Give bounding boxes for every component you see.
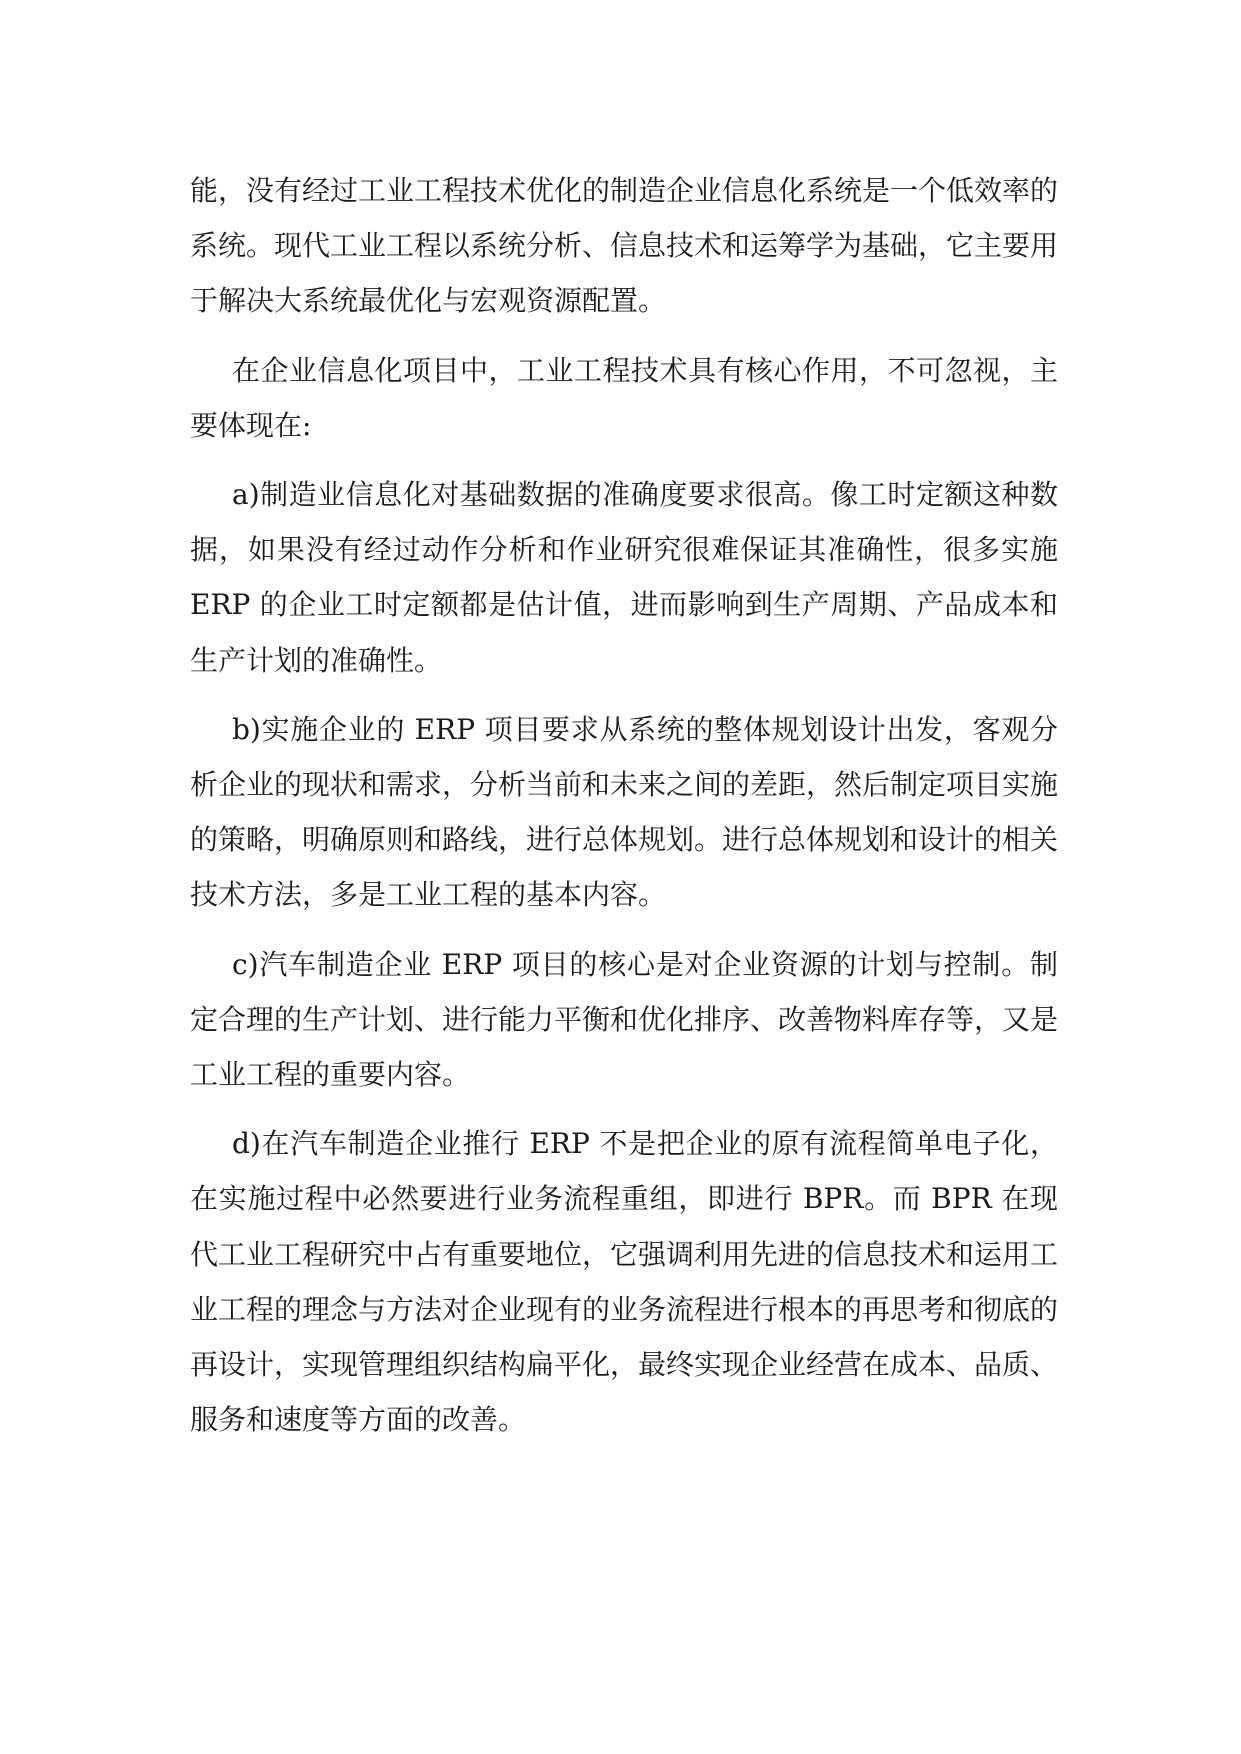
paragraph-item-c: c)汽车制造企业 ERP 项目的核心是对企业资源的计划与控制。制定合理的生产计划、进行能力平衡和优化排序、改善物料库存等，又是工业工程的重要内容。	[190, 947, 1059, 1092]
paragraph-item-d: d)在汽车制造企业推行 ERP 不是把企业的原有流程简单电子化，在实施过程中必然要进行业务流程重组，即进行 BPR。而 BPR 在现代工业工程研究中占有重要地位，它强调利用先进的信息技术和运用工业工程的理念与方法对企业现有的业务流程进行根本的再思考和彻底的再设计，实现管理组织结构扁平化，最终实现企业经营在成本、品质、服务和速度等方面的改善。	[190, 1127, 1059, 1437]
paragraph-item-b: b)实施企业的 ERP 项目要求从系统的整体规划设计出发，客观分析企业的现状和需求，分析当前和未来之间的差距，然后制定项目实施的策略，明确原则和路线，进行总体规划。进行总体规划和设计的相关技术方法，多是工业工程的基本内容。	[190, 712, 1059, 912]
document-body	[190, 163, 1058, 1461]
paragraph-item-a: a)制造业信息化对基础数据的准确度要求很高。像工时定额这种数据，如果没有经过动作分析和作业研究很难保证其准确性，很多实施 ERP 的企业工时定额都是估计值，进而影响到生产周期、产品成本和生产计划的准确性。	[190, 478, 1058, 677]
paragraph-intro: 在企业信息化项目中，工业工程技术具有核心作用，不可忽视，主要体现在:	[190, 353, 1058, 442]
paragraph-continuation: 能，没有经过工业工程技术优化的制造企业信息化系统是一个低效率的系统。现代工业工程以系统分析、信息技术和运筹学为基础，它主要用于解决大系统最优化与宏观资源配置。	[190, 174, 1059, 318]
